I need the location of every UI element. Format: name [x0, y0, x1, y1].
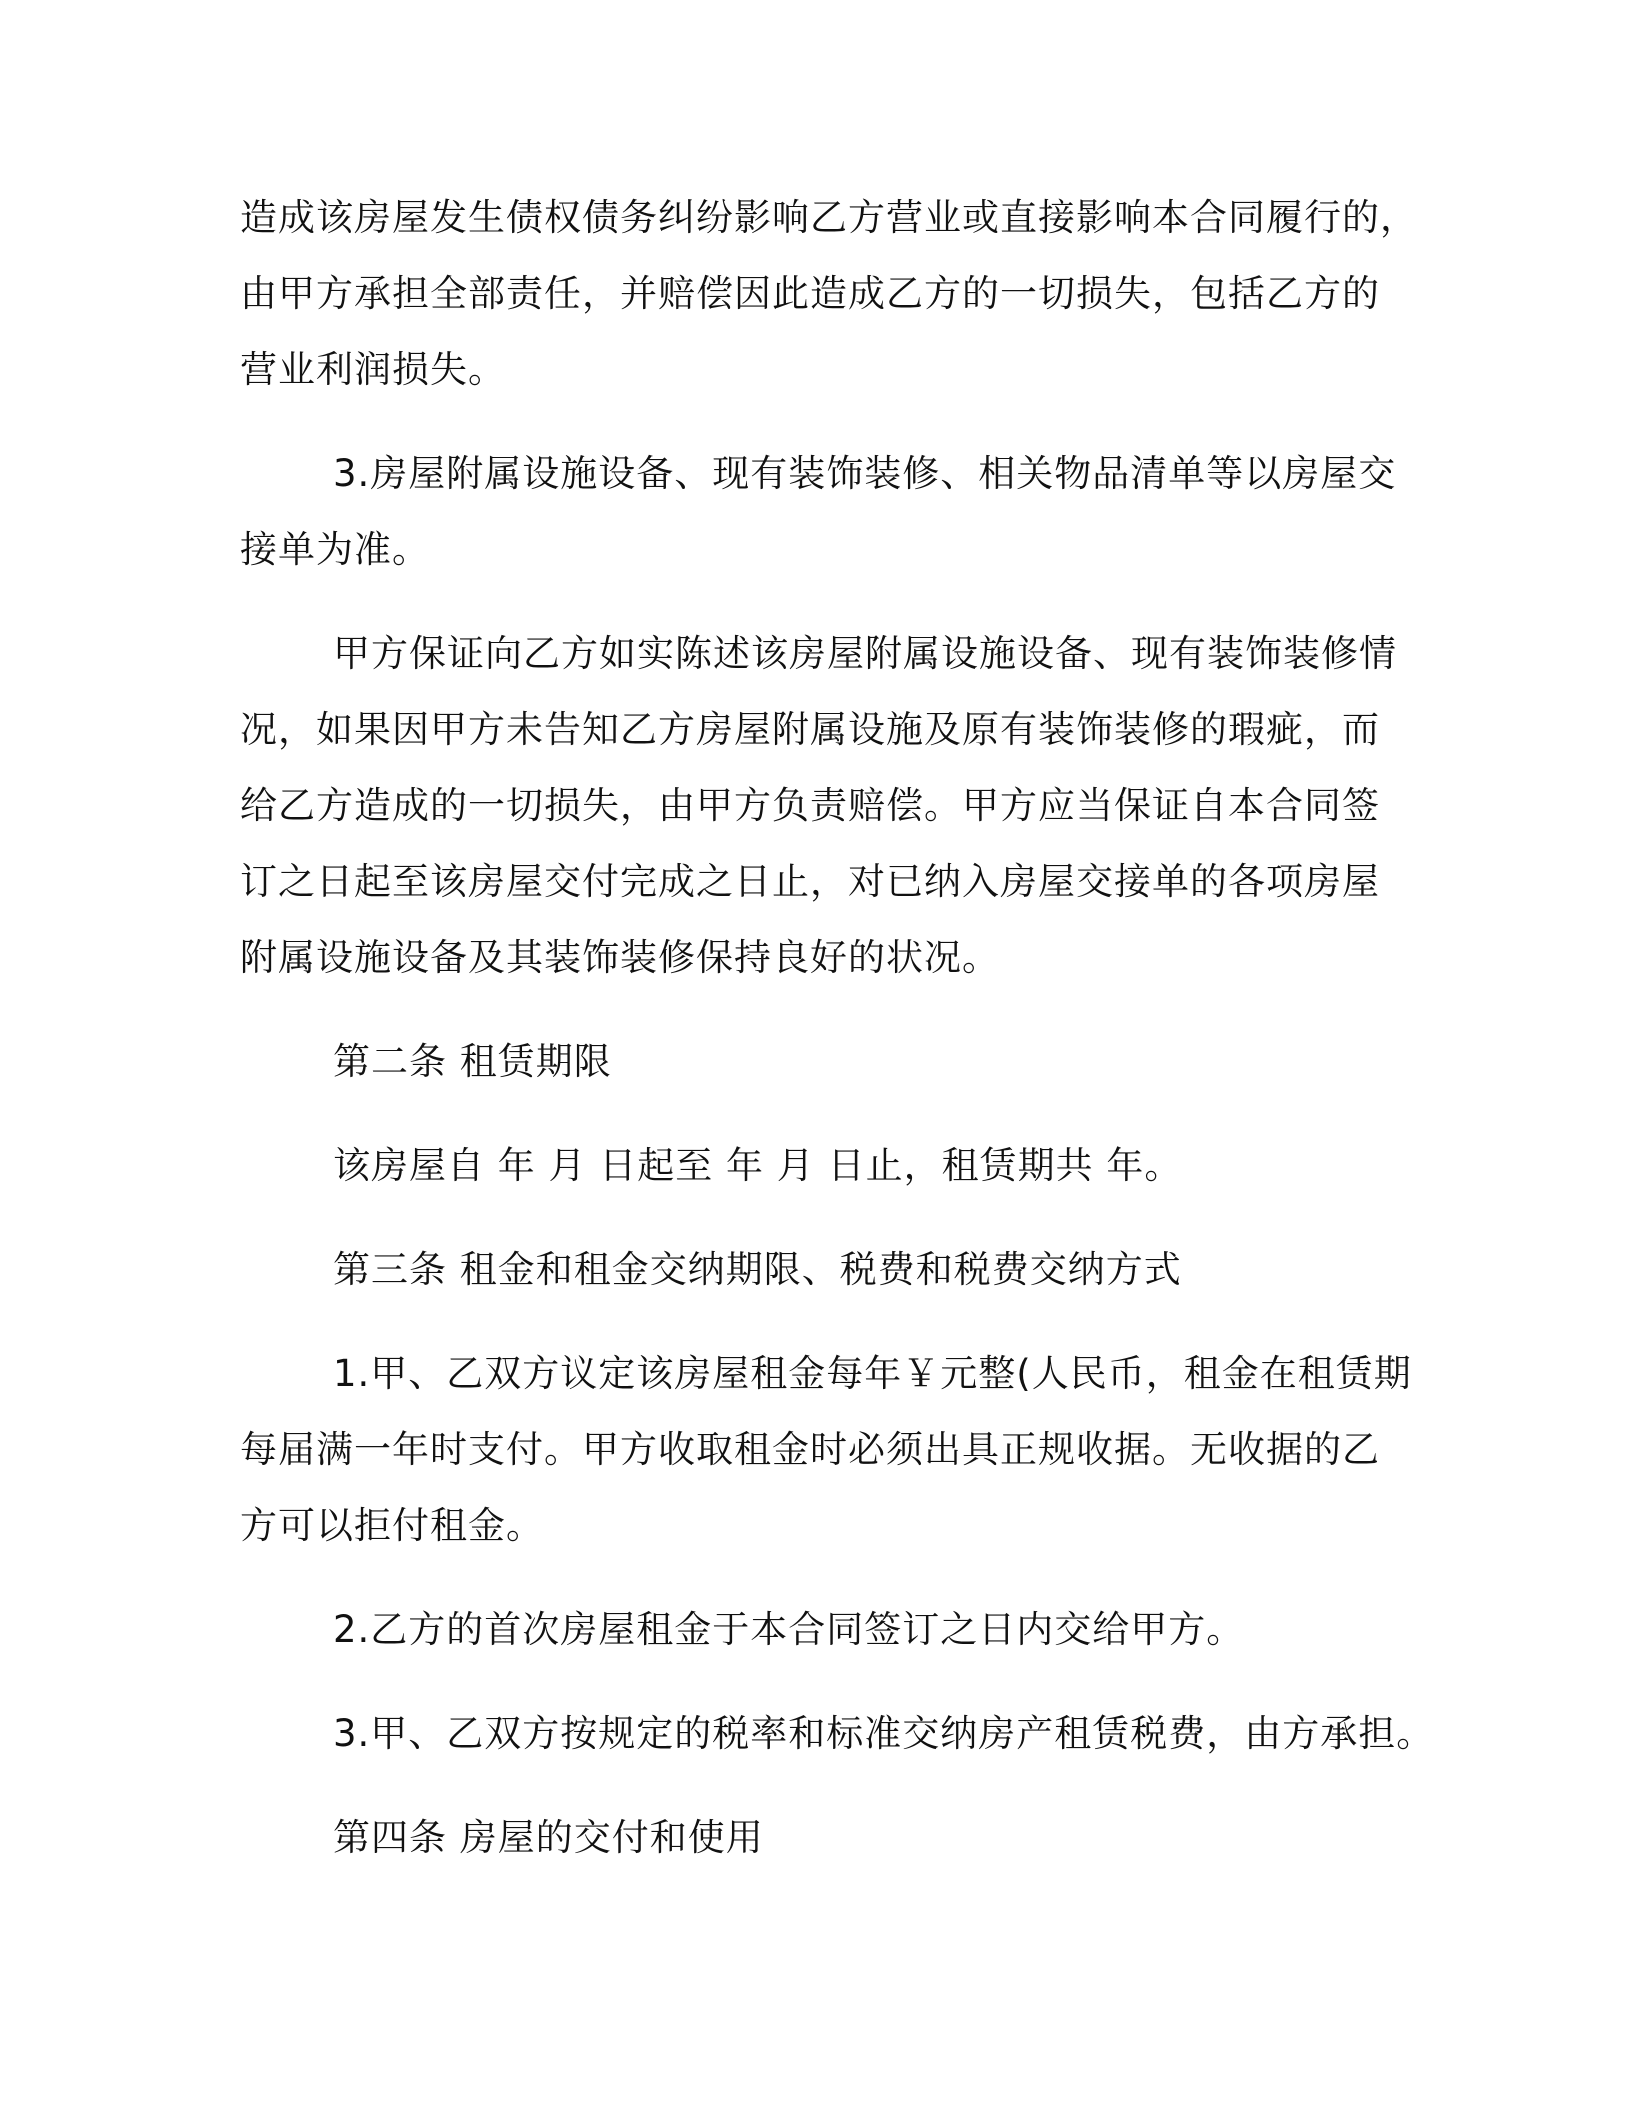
text-line: 由甲方承担全部责任，并赔偿因此造成乙方的一切损失，包括乙方的 [240, 272, 1380, 315]
text-line: 3.甲、乙双方按规定的税率和标准交纳房产租赁税费，由方承担。 [333, 1712, 1435, 1755]
text-line: 该房屋自 年 月 日起至 年 月 日止，租赁期共 年。 [333, 1144, 1183, 1187]
text-line: 造成该房屋发生债权债务纠纷影响乙方营业或直接影响本合同履行的， [240, 196, 1418, 239]
text-line: 给乙方造成的一切损失，由甲方负责赔偿。甲方应当保证自本合同签 [240, 784, 1380, 827]
text-line: 况，如果因甲方未告知乙方房屋附属设施及原有装饰装修的瑕疵，而 [240, 708, 1380, 751]
section-heading: 第四条 房屋的交付和使用 [333, 1816, 764, 1859]
text-line: 方可以拒付租金。 [240, 1504, 544, 1547]
text-line: 2.乙方的首次房屋租金于本合同签订之日内交给甲方。 [333, 1608, 1245, 1651]
text-line: 1.甲、乙双方议定该房屋租金每年￥元整(人民币，租金在租赁期 [333, 1352, 1412, 1395]
text-line: 每届满一年时支付。甲方收取租金时必须出具正规收据。无收据的乙 [240, 1428, 1380, 1471]
text-line: 接单为准。 [240, 528, 430, 571]
text-line: 订之日起至该房屋交付完成之日止，对已纳入房屋交接单的各项房屋 [240, 860, 1380, 903]
text-line: 3.房屋附属设施设备、现有装饰装修、相关物品清单等以房屋交 [333, 452, 1397, 495]
section-heading: 第三条 租金和租金交纳期限、税费和税费交纳方式 [333, 1248, 1182, 1291]
text-line: 营业利润损失。 [240, 348, 506, 391]
text-line: 附属设施设备及其装饰装修保持良好的状况。 [240, 936, 1000, 979]
text-line: 甲方保证向乙方如实陈述该房屋附属设施设备、现有装饰装修情 [333, 632, 1397, 675]
section-heading: 第二条 租赁期限 [333, 1040, 612, 1083]
